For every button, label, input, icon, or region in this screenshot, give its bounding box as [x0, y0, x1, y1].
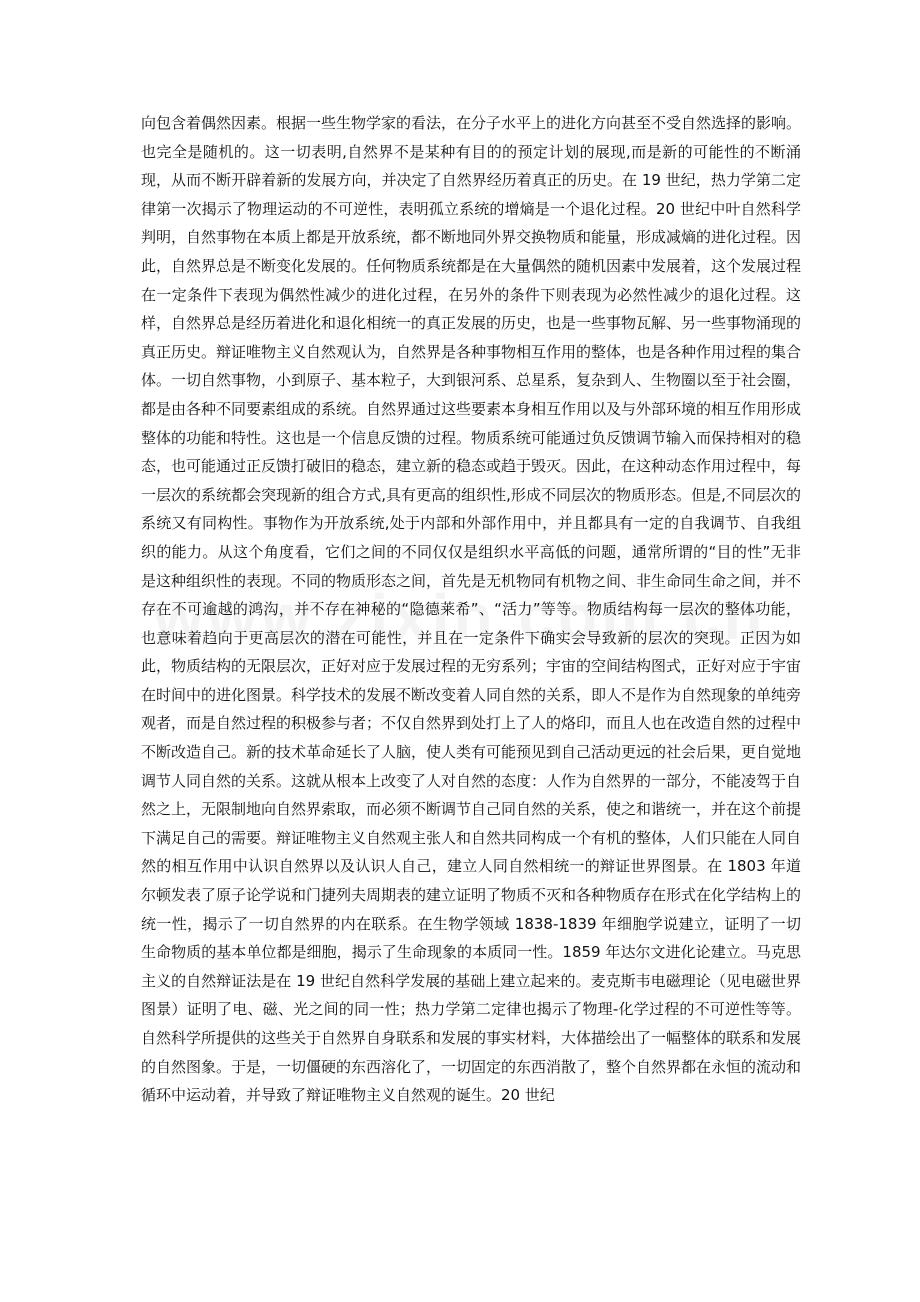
body-paragraph: 向包含着偶然因素。根据一些生物学家的看法，在分子水平上的进化方向甚至不受自然选择的影响。也完全是随机的。这一切表明,自然界不是某种有目的的预定计划的展现,而是新的可能性的不断涌现，从而不断开辟着新的发展方向，并决定了自然界经历着真正的历史。在 19 世纪，热力学第二定律第一次揭示了物理运动的不可逆性，表明孤立系统的增熵是一个退化过程。20 世纪中叶自然科学判明，自然事物在本质上都是开放系统，都不断地同外界交换物质和能量，形成减熵的进化过程。因此，自然界总是不断变化发展的。任何物质系统都是在大量偶然的随机因素中发展着，这个发展过程在一定条件下表现为偶然性减少的进化过程，在另外的条件下则表现为必然性减少的退化过程。这样，自然界总是经历着进化和退化相统一的真正发展的历史，也是一些事物瓦解、另一些事物涌现的真正历史。辩证唯物主义自然观认为，自然界是各种事物相互作用的整体，也是各种作用过程的集合体。一切自然事物，小到原子、基本粒子，大到银河系、总星系，复杂到人、生物圈以至于社会圈，都是由各种不同要素组成的系统。自然界通过这些要素本身相互作用以及与外部环境的相互作用形成整体的功能和特性。这也是一个信息反馈的过程。物质系统可能通过负反馈调节输入而保持相对的稳态，也可能通过正反馈打破旧的稳态，建立新的稳态或趋于毁灭。因此，在这种动态作用过程中，每一层次的系统都会突现新的组合方式,具有更高的组织性,形成不同层次的物质形态。但是,不同层次的系统又有同构性。事物作为开放系统,处于内部和外部作用中，并且都具有一定的自我调节、自我组织的能力。从这个角度看，它们之间的不同仅仅是组织水平高低的问题，通常所谓的“目的性”无非是这种组织性的表现。不同的物质形态之间，首先是无机物同有机物之间、非生命同生命之间，并不存在不可逾越的鸿沟，并不存在神秘的“隐德莱希”、“活力”等等。物质结构每一层次的整体功能，也意味着趋向于更高层次的潜在可能性，并且在一定条件下确实会导致新的层次的突现。正因为如此，物质结构的无限层次，正好对应于发展过程的无穷系列；宇宙的空间结构图式，正好对应于宇宙在时间中的进化图景。科学技术的发展不断改变着人同自然的关系，即人不是作为自然现象的单纯旁观者，而是自然过程的积极参与者；不仅自然界到处打上了人的烙印，而且人也在改造自然的过程中不断改造自己。新的技术革命延长了人脑，使人类有可能预见到自己活动更远的社会后果，更自觉地调节人同自然的关系。这就从根本上改变了人对自然的态度：人作为自然界的一部分，不能凌驾于自然之上，无限制地向自然界索取，而必须不断调节自己同自然的关系，使之和谐统一，并在这个前提下满足自己的需要。辩证唯物主义自然观主张人和自然共同构成一个有机的整体，人们只能在人同自然的相互作用中认识自然界以及认识人自己，建立人同自然相统一的辩证世界图景。在 1803 年道尔顿发表了原子论学说和门捷列夫周期表的建立证明了物质不灭和各种物质存在形式在化学结构上的统一性，揭示了一切自然界的内在联系。在生物学领域 1838-1839 年细胞学说建立，证明了一切生命物质的基本单位都是细胞，揭示了生命现象的本质同一性。1859 年达尔文进化论建立。马克思主义的自然辩证法是在 19 世纪自然科学发展的基础上建立起来的。麦克斯韦电磁理论（见电磁世界图景）证明了电、磁、光之间的同一性；热力学第二定律也揭示了物理-化学过程的不可逆性等等。自然科学所提供的这些关于自然界自身联系和发展的事实材料，大体描绘出了一幅整体的联系和发展的自然图象。于是，一切僵硬的东西溶化了，一切固定的东西消散了，整个自然界都在永恒的流动和循环中运动着，并导致了辩证唯物主义自然观的诞生。20 世纪 [141, 114, 802, 1105]
